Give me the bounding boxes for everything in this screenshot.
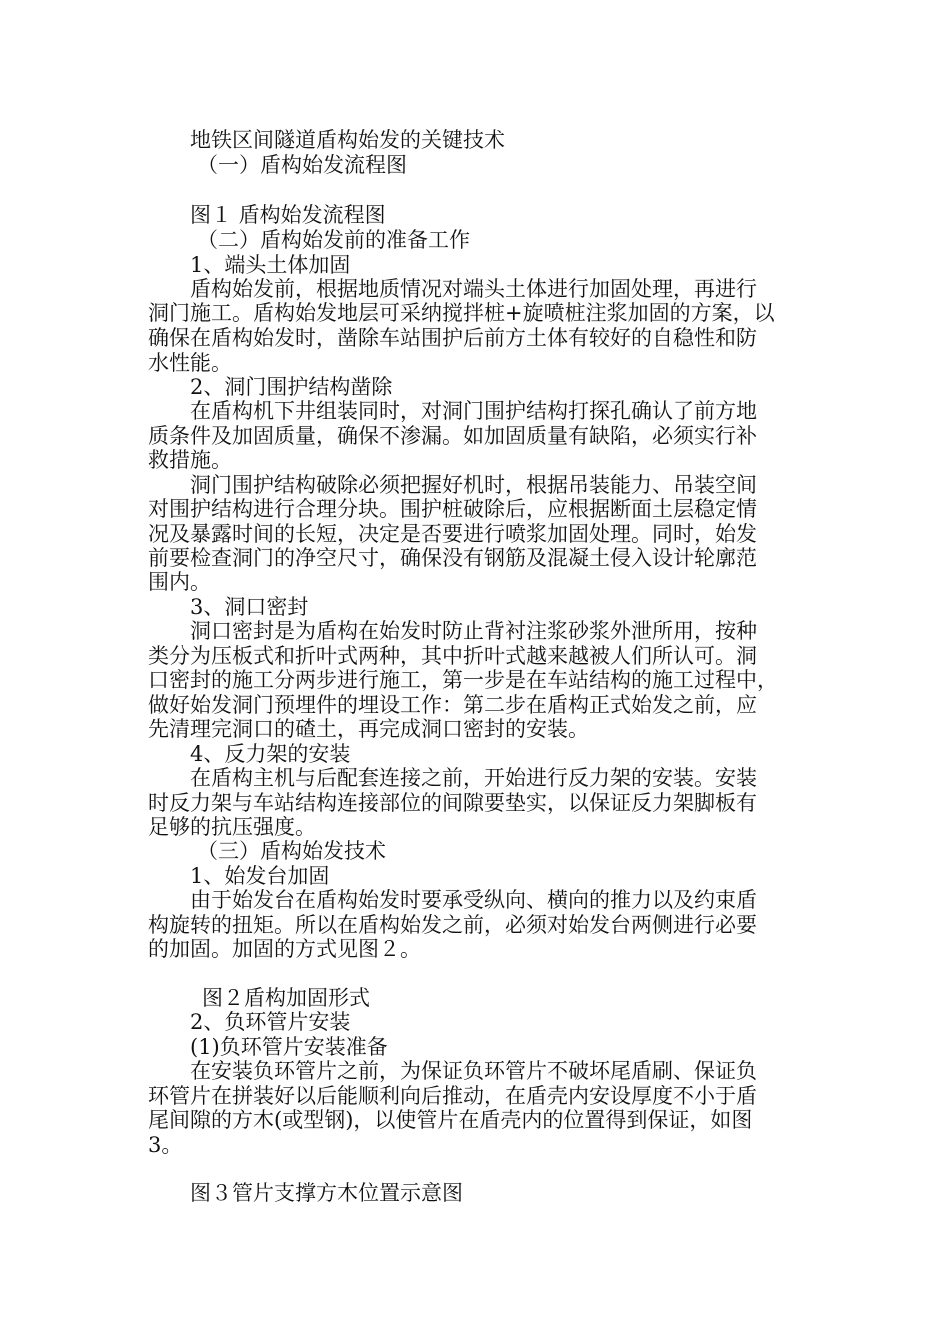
paragraph-line: 确保在盾构始发时，凿除车站围护后前方土体有较好的自稳性和防 [148, 326, 757, 350]
figure-caption: 图１ 盾构始发流程图 [190, 203, 386, 227]
figure-caption: 图３管片支撑方木位置示意图 [190, 1181, 463, 1205]
subsection-heading: 4、反力架的安装 [190, 742, 351, 766]
paragraph-line: 前要检查洞门的净空尺寸，确保没有钢筋及混凝土侵入设计轮廓范 [148, 546, 757, 570]
paragraph-line: 构旋转的扭矩。所以在盾构始发之前，必须对始发台两侧进行必要 [148, 913, 757, 937]
paragraph-line: 质条件及加固质量，确保不渗漏。如加固质量有缺陷，必须实行补 [148, 424, 757, 448]
paragraph-line: 足够的抗压强度。 [148, 815, 316, 839]
paragraph-line: 3。 [148, 1133, 183, 1157]
paragraph-line: 对围护结构进行合理分块。围护桩破除后，应根据断面土层稳定情 [148, 497, 757, 521]
paragraph-line: 环管片在拼装好以后能顺利向后推动，在盾壳内安设厚度不小于盾 [148, 1084, 757, 1108]
subsection-heading: (1)负环管片安装准备 [190, 1035, 388, 1059]
subsection-heading: 1、端头土体加固 [190, 253, 351, 277]
section-heading: （一）盾构始发流程图 [197, 153, 407, 177]
subsection-heading: 2、洞门围护结构凿除 [190, 375, 393, 399]
paragraph-line: 口密封的施工分两步进行施工，第一步是在车站结构的施工过程中， [148, 668, 778, 692]
paragraph-line: 尾间隙的方木(或型钢)，以使管片在盾壳内的位置得到保证，如图 [148, 1108, 753, 1132]
paragraph-line: 在盾构主机与后配套连接之前，开始进行反力架的安装。安装 [190, 766, 757, 790]
paragraph-line: 在安装负环管片之前，为保证负环管片不破坏尾盾刷、保证负 [190, 1059, 757, 1083]
paragraph-line: 水性能。 [148, 351, 232, 375]
subsection-heading: 1、始发台加固 [190, 864, 330, 888]
figure-caption: 图２盾构加固形式 [202, 986, 370, 1010]
subsection-heading: 3、洞口密封 [190, 595, 309, 619]
paragraph-line: 先清理完洞口的碴土，再完成洞口密封的安装。 [148, 717, 589, 741]
section-heading: （三）盾构始发技术 [197, 839, 386, 863]
paragraph-line: 洞口密封是为盾构在始发时防止背衬注浆砂浆外泄所用，按种 [190, 619, 757, 643]
paragraph-line: 况及暴露时间的长短，决定是否要进行喷浆加固处理。同时，始发 [148, 522, 757, 546]
paragraph-line: 盾构始发前，根据地质情况对端头土体进行加固处理，再进行 [190, 277, 757, 301]
section-heading: （二）盾构始发前的准备工作 [197, 228, 470, 252]
paragraph-line: 的加固。加固的方式见图２。 [148, 937, 421, 961]
paragraph-line: 时反力架与车站结构连接部位的间隙要垫实，以保证反力架脚板有 [148, 791, 757, 815]
paragraph-line: 在盾构机下井组装同时，对洞门围护结构打探孔确认了前方地 [190, 399, 757, 423]
paragraph-line: 由于始发台在盾构始发时要承受纵向、横向的推力以及约束盾 [190, 888, 757, 912]
paragraph-line: 类分为压板式和折叶式两种，其中折叶式越来越被人们所认可。洞 [148, 644, 757, 668]
paragraph-line: 洞门围护结构破除必须把握好机时，根据吊装能力、吊装空间 [190, 473, 757, 497]
paragraph-line: 洞门施工。盾构始发地层可采纳搅拌桩+旋喷桩注浆加固的方案，以 [148, 301, 775, 325]
document-title: 地铁区间隧道盾构始发的关键技术 [190, 128, 505, 152]
paragraph-line: 做好始发洞门预埋件的埋设工作：第二步在盾构正式始发之前，应 [148, 693, 757, 717]
subsection-heading: 2、负环管片安装 [190, 1010, 351, 1034]
paragraph-line: 救措施。 [148, 448, 232, 472]
paragraph-line: 围内。 [148, 570, 211, 594]
